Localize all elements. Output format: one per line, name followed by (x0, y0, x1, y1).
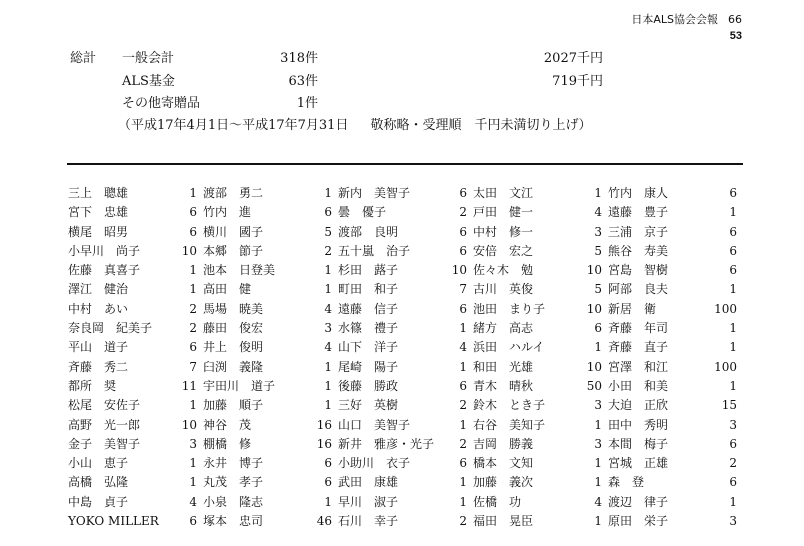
donor-entry (608, 203, 743, 222)
donor-count: 1 (459, 359, 467, 374)
donor-count: 4 (459, 340, 467, 355)
donor-count: 10 (451, 263, 467, 278)
donor-name: 原田 栄子 (608, 514, 669, 529)
donor-count: 3 (594, 224, 602, 239)
donor-count: 7 (189, 359, 197, 374)
donor-count: 1 (729, 378, 737, 393)
donor-name: 福田 晃臣 (473, 514, 534, 529)
donor-name: 早川 淑子 (338, 494, 399, 509)
donor-name: 山下 洋子 (338, 340, 399, 355)
donor-count: 1 (594, 186, 602, 200)
donor-count: 4 (189, 494, 197, 509)
donor-entry (338, 512, 473, 531)
donor-entry (68, 184, 203, 203)
donor-count: 3 (324, 321, 332, 336)
donor-count: 46 (316, 514, 332, 529)
donor-entry (203, 358, 338, 377)
donor-name: 曇 優子 (338, 205, 387, 220)
donor-name: 安倍 宏之 (473, 243, 534, 258)
donor-count: 1 (189, 282, 197, 297)
donor-count: 6 (459, 186, 467, 200)
donor-count: 6 (459, 243, 467, 258)
donor-count: 10 (586, 359, 602, 374)
donor-entry (203, 454, 338, 473)
summary-row (0, 94, 804, 114)
donor-entry (68, 512, 203, 531)
donor-entry (338, 280, 473, 299)
donor-name: 右谷 美知子 (473, 417, 546, 432)
donor-entry (608, 512, 743, 531)
donor-count: 2 (729, 456, 737, 471)
donor-name: 斉藤 年司 (608, 321, 669, 336)
donor-entry (338, 261, 473, 280)
donor-entry (68, 261, 203, 280)
donor-entry (338, 493, 473, 512)
donor-name: 後藤 勝政 (338, 378, 399, 393)
donor-name: 佐々木 勉 (473, 263, 534, 278)
donor-entry (203, 223, 338, 242)
donor-name: 小山 恵子 (68, 456, 129, 471)
donor-count: 3 (729, 514, 737, 529)
donor-count: 5 (594, 243, 602, 258)
donor-entry (68, 203, 203, 222)
donor-name: 太田 文江 (473, 186, 534, 200)
donor-name: 神谷 茂 (203, 417, 252, 432)
donor-name: 澤江 健治 (68, 282, 129, 297)
donor-count: 1 (594, 417, 602, 432)
divider (67, 163, 743, 165)
donor-entry (473, 300, 608, 319)
donor-count: 1 (189, 456, 197, 471)
donor-entry (338, 338, 473, 357)
donor-name: 竹内 進 (203, 205, 252, 220)
donor-entry (338, 377, 473, 396)
donor-name: 新内 美智子 (338, 186, 411, 200)
donor-count: 6 (459, 224, 467, 239)
donor-entry (608, 377, 743, 396)
donor-name: 平山 道子 (68, 340, 129, 355)
donor-count: 1 (459, 475, 467, 490)
donor-entry (68, 242, 203, 261)
donor-name: 三浦 京子 (608, 224, 669, 239)
donor-count: 6 (459, 378, 467, 393)
donor-name: 鈴木 とき子 (473, 398, 546, 413)
donor-count: 15 (721, 398, 737, 413)
donor-count: 6 (189, 224, 197, 239)
donor-entry (203, 416, 338, 435)
donor-name: 熊谷 寿美 (608, 243, 669, 258)
donor-entry (68, 473, 203, 492)
donor-count: 5 (324, 224, 332, 239)
donor-count: 4 (594, 205, 602, 220)
donor-name: 渡辺 律子 (608, 494, 669, 509)
donor-entry (608, 184, 743, 203)
donor-entry (608, 223, 743, 242)
donor-name: 小助川 衣子 (338, 456, 411, 471)
donor-name: 横尾 昭男 (68, 224, 129, 239)
donor-name: 新居 衛 (608, 301, 657, 316)
donor-entry (338, 396, 473, 415)
donor-count: 6 (729, 224, 737, 239)
summary-count: 1件 (296, 96, 318, 111)
donor-name: 大迫 正欣 (608, 398, 669, 413)
donor-count: 1 (189, 398, 197, 413)
donor-entry (338, 435, 473, 454)
donor-name: 阿部 良夫 (608, 282, 669, 297)
donor-name: 渡部 勇二 (203, 186, 264, 200)
donor-count: 1 (729, 205, 737, 220)
issue-number: 66 (728, 13, 742, 26)
donor-name: 宇田川 道子 (203, 378, 276, 393)
donor-name: 奈良岡 紀美子 (68, 321, 153, 336)
donor-name: 加藤 義次 (473, 475, 534, 490)
donor-name: 五十嵐 治子 (338, 243, 411, 258)
donor-count: 3 (729, 417, 737, 432)
donor-entry (473, 377, 608, 396)
donor-count: 1 (594, 340, 602, 355)
donor-name: YOKO MILLER (68, 514, 159, 529)
donor-entry (68, 435, 203, 454)
donor-entry (473, 396, 608, 415)
donor-entry (203, 184, 338, 203)
donor-name: 尾崎 陽子 (338, 359, 399, 374)
donor-entry (473, 242, 608, 261)
donor-entry (338, 358, 473, 377)
donor-name: 橋本 文知 (473, 456, 534, 471)
donor-name: 遠藤 豊子 (608, 205, 669, 220)
donor-name: 石川 幸子 (338, 514, 399, 529)
donor-count: 6 (594, 321, 602, 336)
donor-count: 2 (459, 436, 467, 451)
period-note (118, 116, 591, 136)
donor-entry (608, 300, 743, 319)
donor-entry (203, 319, 338, 338)
donor-name: 加藤 順子 (203, 398, 264, 413)
donor-name: 斉藤 秀二 (68, 359, 129, 374)
donor-name: 松尾 安佐子 (68, 398, 141, 413)
donor-entry (608, 396, 743, 415)
donor-name: 三好 英樹 (338, 398, 399, 413)
donor-name: 小泉 隆志 (203, 494, 264, 509)
donor-entry (608, 493, 743, 512)
donor-name: 町田 和子 (338, 282, 399, 297)
donor-count: 6 (459, 301, 467, 316)
donor-entry (68, 493, 203, 512)
donor-name: 青木 晴秋 (473, 378, 534, 393)
donor-entry (68, 454, 203, 473)
donor-name: 武田 康雄 (338, 475, 399, 490)
donor-entry (68, 358, 203, 377)
donor-count: 1 (324, 186, 332, 200)
donor-count: 2 (459, 205, 467, 220)
donor-entry (203, 377, 338, 396)
donor-entry (473, 416, 608, 435)
donor-count: 6 (459, 456, 467, 471)
donor-name: 斉藤 直子 (608, 340, 669, 355)
donor-count: 10 (181, 243, 197, 258)
donor-count: 2 (459, 398, 467, 413)
summary-row (0, 72, 804, 92)
donor-name: 臼渕 義隆 (203, 359, 264, 374)
donor-entry (473, 319, 608, 338)
donor-entry (203, 473, 338, 492)
donor-count: 3 (189, 436, 197, 451)
donor-entry (338, 300, 473, 319)
donor-count: 7 (459, 282, 467, 297)
donor-count: 1 (324, 282, 332, 297)
donor-name: 森 登 (608, 475, 645, 490)
donor-entry (68, 416, 203, 435)
donor-entry (338, 242, 473, 261)
donor-name: 浜田 ハルイ (473, 340, 545, 355)
donor-name: 水篠 禮子 (338, 321, 399, 336)
donor-count: 1 (459, 321, 467, 336)
donor-entry (473, 454, 608, 473)
donor-count: 1 (594, 456, 602, 471)
donor-entry (338, 223, 473, 242)
donor-name: 古川 英俊 (473, 282, 534, 297)
donor-name: 井上 俊明 (203, 340, 264, 355)
donor-count: 3 (594, 398, 602, 413)
donor-count: 16 (316, 436, 332, 451)
donor-name: 宮澤 和江 (608, 359, 669, 374)
donor-entry (203, 512, 338, 531)
donor-count: 6 (189, 340, 197, 355)
donor-count: 1 (594, 514, 602, 529)
donor-count: 6 (189, 205, 197, 220)
donor-entry (203, 493, 338, 512)
donor-name: 永井 博子 (203, 456, 264, 471)
donor-entry (608, 435, 743, 454)
donor-name: 山口 美智子 (338, 417, 411, 432)
donor-count: 6 (729, 243, 737, 258)
donor-entry (608, 454, 743, 473)
donor-name: 緒方 高志 (473, 321, 534, 336)
donor-count: 6 (324, 475, 332, 490)
donor-name: 宮島 智樹 (608, 263, 669, 278)
donor-entry (608, 338, 743, 357)
donor-entry (608, 416, 743, 435)
donor-entry (203, 338, 338, 357)
donor-name: 塚本 忠司 (203, 514, 264, 529)
donor-entry (338, 473, 473, 492)
donor-count: 1 (729, 282, 737, 297)
donor-name: 戸田 健一 (473, 205, 534, 220)
donor-count: 3 (594, 436, 602, 451)
donor-name: 高橋 弘隆 (68, 475, 129, 490)
donor-entry (473, 184, 608, 203)
donor-entry (608, 261, 743, 280)
donor-count: 6 (729, 475, 737, 490)
donor-entry (473, 358, 608, 377)
donor-entry (68, 300, 203, 319)
donor-entry (203, 300, 338, 319)
donor-count: 50 (586, 378, 602, 393)
donor-count: 1 (459, 417, 467, 432)
donor-count: 5 (594, 282, 602, 297)
donor-count: 6 (729, 436, 737, 451)
donor-name: 都所 奨 (68, 378, 117, 393)
donor-name: 新井 雅彦・光子 (338, 436, 435, 451)
donor-entry (203, 203, 338, 222)
donor-name: 池本 日登美 (203, 263, 276, 278)
donor-entry (338, 184, 473, 203)
donor-name: 高野 光一郎 (68, 417, 141, 432)
donor-entry (68, 280, 203, 299)
donor-count: 1 (459, 494, 467, 509)
donor-name: 池田 まり子 (473, 301, 546, 316)
donor-count: 4 (324, 301, 332, 316)
donor-name: 高田 健 (203, 282, 252, 297)
donor-count: 1 (189, 186, 197, 200)
donor-entry (473, 223, 608, 242)
donor-entry (203, 396, 338, 415)
donor-entry (473, 473, 608, 492)
donor-name: 中村 あい (68, 301, 129, 316)
donor-count: 1 (324, 378, 332, 393)
donor-count: 10 (586, 301, 602, 316)
donor-name: 竹内 康人 (608, 186, 669, 200)
donor-entry (68, 319, 203, 338)
donor-entry (473, 512, 608, 531)
period-text: （平成17年4月1日～平成17年7月31日 (118, 118, 349, 133)
donor-entry (68, 396, 203, 415)
summary-amount: 2027千円 (543, 51, 603, 66)
donor-entry (473, 435, 608, 454)
donor-entry (338, 454, 473, 473)
donor-name: 横川 國子 (203, 224, 264, 239)
donor-entry (473, 280, 608, 299)
donor-list (68, 184, 743, 532)
donor-count: 1 (189, 475, 197, 490)
donor-entry (68, 223, 203, 242)
running-header (631, 11, 742, 27)
summary-count: 63件 (288, 74, 318, 89)
donor-name: 田中 秀明 (608, 417, 669, 432)
donor-name: 杉田 蕗子 (338, 263, 399, 278)
donor-entry (338, 319, 473, 338)
donor-count: 2 (189, 301, 197, 316)
donor-entry (68, 338, 203, 357)
donor-entry (473, 338, 608, 357)
note-text: 敬称略・受理順 千円未満切り上げ） (370, 118, 592, 133)
donor-count: 1 (189, 263, 197, 278)
donor-name: 渡部 良明 (338, 224, 399, 239)
page-number: 53 (729, 30, 742, 42)
summary-label: ALS基金 (122, 74, 175, 89)
donor-count: 16 (316, 417, 332, 432)
donor-count: 1 (729, 321, 737, 336)
donor-count: 10 (181, 417, 197, 432)
donor-name: 小早川 尚子 (68, 243, 141, 258)
donor-entry (203, 261, 338, 280)
donor-name: 中島 貞子 (68, 494, 129, 509)
donor-count: 10 (586, 263, 602, 278)
donor-entry (473, 261, 608, 280)
donor-entry (68, 377, 203, 396)
total-label: 総計 (70, 51, 97, 66)
donor-entry (608, 242, 743, 261)
summary-label: 一般会計 (122, 51, 175, 66)
donor-name: 佐橋 功 (473, 494, 522, 509)
donor-count: 2 (459, 514, 467, 529)
donor-name: 小田 和美 (608, 378, 669, 393)
donor-entry (473, 203, 608, 222)
donor-name: 和田 光雄 (473, 359, 534, 374)
donor-count: 1 (729, 340, 737, 355)
donor-count: 2 (189, 321, 197, 336)
donor-count: 6 (729, 263, 737, 278)
donor-count: 1 (594, 475, 602, 490)
donor-name: 佐藤 真喜子 (68, 263, 141, 278)
donor-name: 藤田 俊宏 (203, 321, 264, 336)
donor-name: 馬場 暁美 (203, 301, 264, 316)
donor-count: 6 (324, 456, 332, 471)
donor-name: 中村 修一 (473, 224, 534, 239)
donor-count: 1 (324, 494, 332, 509)
donor-count: 6 (729, 186, 737, 200)
donor-count: 1 (324, 263, 332, 278)
summary-amount: 719千円 (552, 74, 603, 89)
donor-name: 吉岡 勝義 (473, 436, 534, 451)
donor-count: 4 (324, 340, 332, 355)
donor-entry (203, 280, 338, 299)
donor-name: 丸茂 孝子 (203, 475, 264, 490)
donor-entry (608, 358, 743, 377)
donor-count: 6 (324, 205, 332, 220)
donor-count: 4 (594, 494, 602, 509)
donor-count: 100 (714, 301, 737, 316)
donor-entry (338, 203, 473, 222)
donor-name: 本間 梅子 (608, 436, 669, 451)
donor-entry (608, 319, 743, 338)
donor-count: 100 (714, 359, 737, 374)
publication-title: 日本ALS協会会報 (631, 13, 718, 26)
donor-entry (338, 416, 473, 435)
donor-name: 三上 聰雄 (68, 186, 129, 200)
donor-entry (608, 473, 743, 492)
donor-entry (203, 242, 338, 261)
donor-entry (608, 280, 743, 299)
donor-entry (203, 435, 338, 454)
donor-name: 宮下 忠雄 (68, 205, 129, 220)
donor-count: 6 (189, 514, 197, 529)
summary-label: その他寄贈品 (122, 96, 201, 111)
donor-count: 1 (324, 398, 332, 413)
donor-name: 遠藤 信子 (338, 301, 399, 316)
donor-count: 1 (729, 494, 737, 509)
donor-count: 2 (324, 243, 332, 258)
summary-row (0, 49, 804, 69)
donor-name: 宮城 正雄 (608, 456, 669, 471)
donor-name: 棚橋 修 (203, 436, 252, 451)
donor-entry (473, 493, 608, 512)
donor-count: 11 (181, 378, 197, 393)
donor-name: 金子 美智子 (68, 436, 141, 451)
donor-count: 1 (324, 359, 332, 374)
summary-count: 318件 (280, 51, 318, 66)
donor-name: 本郷 節子 (203, 243, 264, 258)
